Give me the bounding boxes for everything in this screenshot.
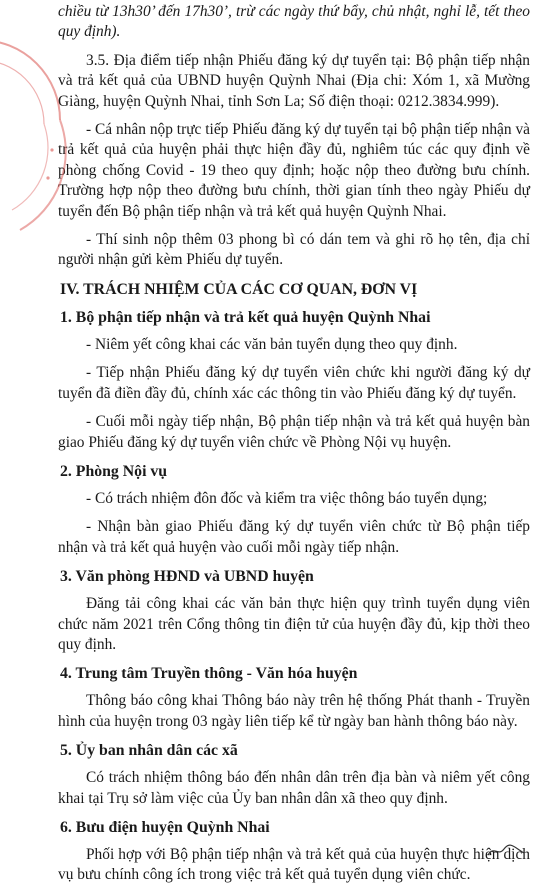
paragraph-3-5-location: 3.5. Địa điểm tiếp nhận Phiếu đăng ký dự tuyển tại: Bộ phận tiếp nhận và trả kết quả của UBND huyện Quỳnh Nhai (Địa chi: Xóm 1, xã Mường Giàng, huyện Quỳnh Nhai, tỉnh Sơn La; Số điện thoại: 0212.3834.999). <box>58 51 530 110</box>
section-3-text: Đăng tải công khai các văn bản thực hiện quy trình tuyển dụng viên chức năm 2021 trên Cổng thông tin điện tử của huyện đầy đủ, kịp thời theo quy định. <box>58 595 530 653</box>
section-2-item-2: - Nhận bàn giao Phiếu đăng ký dự tuyển viên chức từ Bộ phận tiếp nhận và trả kết quả huyện vào cuối mỗi ngày tiếp nhận. <box>58 518 530 556</box>
section-5-heading: 5. Ủy ban nhân dân các xã <box>60 742 238 760</box>
intro-line: chiều từ 13h30’ đến 17h30’, trừ các ngày thứ bẩy, chủ nhật, nghỉ lễ, tết theo quy định). <box>58 3 530 41</box>
section-4-heading: 4. Trung tâm Truyền thông - Văn hóa huyện <box>60 665 358 683</box>
section-2-item-1: - Có trách nhiệm đôn đốc và kiểm tra việc thông báo tuyển dụng; <box>86 489 488 507</box>
section-1-item-3: - Cuối mỗi ngày tiếp nhận, Bộ phận tiếp nhận và trả kết quả huyện bàn giao Phiếu đăng ký dự tuyển viên chức về Phòng Nội vụ huyện. <box>58 413 530 451</box>
paragraph-envelope: - Thí sinh nộp thêm 03 phong bì có dán tem và ghi rõ họ tên, địa chỉ người nhận gửi kèm Phiếu dự tuyển. <box>58 231 530 269</box>
section-1-item-2: - Tiếp nhận Phiếu đăng ký dự tuyển viên chức khi người đăng ký dự tuyển đã điền đầy đủ, chính xác các thông tin vào Phiếu đăng ký dự tuyển. <box>58 364 530 402</box>
section-6-text: Phối hợp với Bộ phận tiếp nhận và trả kết quả của huyện thực hiện dịch vụ bưu chính công ích trong việc trả kết quả tuyển dụng viên chức. <box>58 845 530 884</box>
section-1-item-1: - Niêm yết công khai các văn bản tuyển dụng theo quy định. <box>86 335 458 353</box>
section-5-text: Có trách nhiệm thông báo đến nhân dân trên địa bàn và niêm yết công khai tại Trụ sở làm việc của Ủy ban nhân dân xã theo quy định. <box>58 769 530 807</box>
initial-signature-mark <box>486 841 526 859</box>
section-6-heading: 6. Bưu điện huyện Quỳnh Nhai <box>60 818 270 836</box>
section-2-heading: 2. Phòng Nội vụ <box>60 462 168 480</box>
section-1-heading: 1. Bộ phận tiếp nhận và trả kết quả huyện Quỳnh Nhai <box>60 308 431 326</box>
paragraph-covid-submission: - Cá nhân nộp trực tiếp Phiếu đăng ký dự tuyển tại bộ phận tiếp nhận và trả kết quả của huyện phải thực hiện đầy đủ, nghiêm túc các quy định về phòng chống Covid - 19 theo quy định; hoặc nộp theo đường bưu chính. Trường hợp nộp theo đường bưu chính, thời gian tính theo ngày Phiếu dự tuyển đến Bộ phận tiếp nhận và trả kết quả huyện Quỳnh Nhai. <box>58 121 530 220</box>
section-4-text: Thông báo công khai Thông báo này trên hệ thống Phát thanh - Truyền hình của huyện trong 03 ngày liên tiếp kể từ ngày ban hành thông báo này. <box>58 692 530 730</box>
section-iv-heading: IV. TRÁCH NHIỆM CỦA CÁC CƠ QUAN, ĐƠN VỊ <box>60 280 418 298</box>
section-3-heading: 3. Văn phòng HĐND và UBND huyện <box>60 568 314 586</box>
